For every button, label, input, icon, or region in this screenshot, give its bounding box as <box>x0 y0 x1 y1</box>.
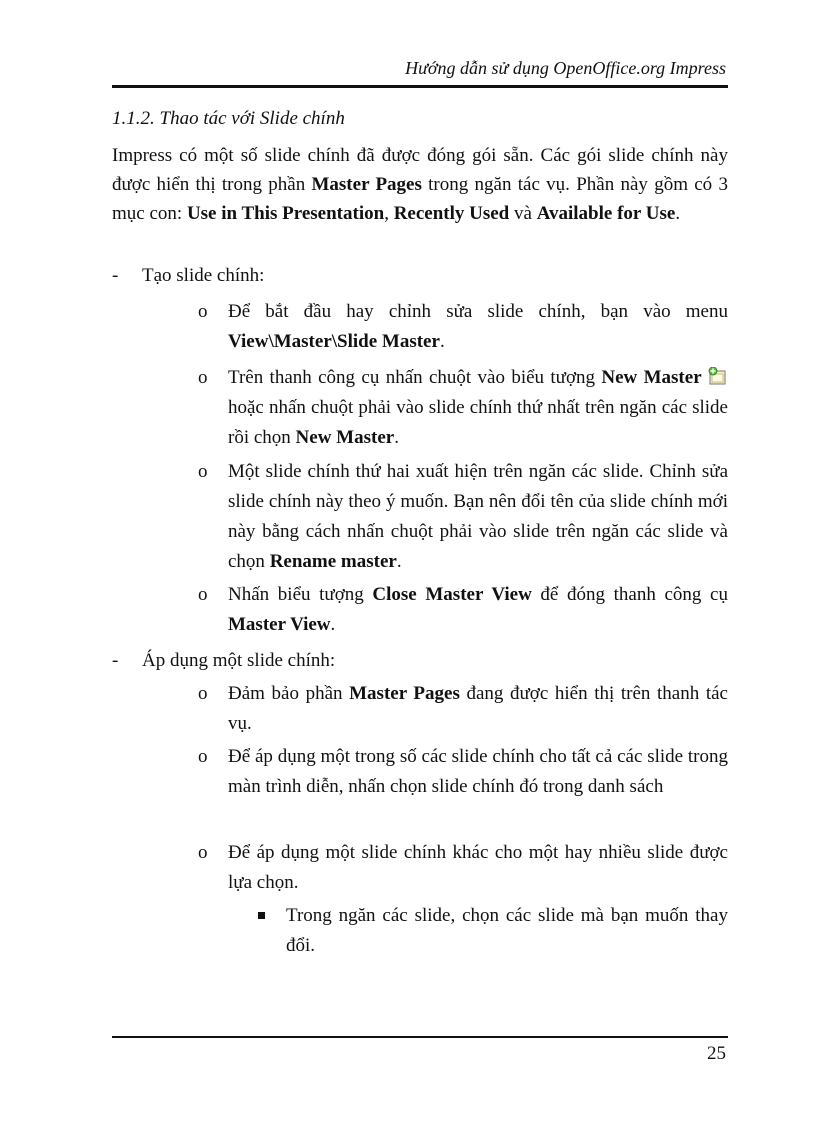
apply-item-3: o Để áp dụng một slide chính khác cho một hay nhiều slide được lựa chọn. <box>198 838 728 898</box>
footer-rule <box>112 1036 728 1038</box>
circle-bullet: o <box>198 301 208 322</box>
apply-heading: - Áp dụng một slide chính: <box>112 646 335 675</box>
header-title: Hướng dẫn sử dụng OpenOffice.org Impress <box>405 58 726 78</box>
dash-marker: - <box>112 650 119 671</box>
circle-bullet: o <box>198 461 208 482</box>
circle-bullet: o <box>198 746 208 767</box>
new-master-icon <box>708 365 728 383</box>
create-item-4: o Nhấn biểu tượng Close Master View để đóng thanh công cụ Master View. <box>198 580 728 640</box>
create-heading: - Tạo slide chính: <box>112 261 264 290</box>
dash-marker: - <box>112 265 119 286</box>
create-item-3: o Một slide chính thứ hai xuất hiện trên ngăn các slide. Chỉnh sửa slide chính này theo ý muốn. Bạn nên đổi tên của slide chính mới này bằng cách nhấn chuột phải vào slide trên ngăn các slide và chọn Rename master. <box>198 457 728 577</box>
circle-bullet: o <box>198 683 208 704</box>
create-item-2: o Trên thanh công cụ nhấn chuột vào biểu tượng New Master hoặc nhấn chuột phải vào slide chính thứ nhất trên ngăn các slide rồi chọn New Master. <box>198 363 728 453</box>
circle-bullet: o <box>198 842 208 863</box>
intro-paragraph: Impress có một số slide chính đã được đóng gói sẵn. Các gói slide chính này được hiển thị trong phần Master Pages trong ngăn tác vụ. Phần này gồm có 3 mục con: Use in This Presentation, Recently Used và Available for Use. <box>112 145 728 224</box>
section-title: 1.1.2. Thao tác với Slide chính <box>112 108 345 129</box>
circle-bullet: o <box>198 584 208 605</box>
page-number: 25 <box>707 1043 726 1064</box>
header-rule <box>112 85 728 88</box>
apply-item-2: o Để áp dụng một trong số các slide chính cho tất cả các slide trong màn trình diễn, nhấn chọn slide chính đó trong danh sách <box>198 742 728 802</box>
apply-sub-item-1: Trong ngăn các slide, chọn các slide mà bạn muốn thay đổi. <box>258 901 728 961</box>
apply-item-1: o Đảm bảo phần Master Pages đang được hiển thị trên thanh tác vụ. <box>198 679 728 739</box>
circle-bullet: o <box>198 367 208 388</box>
square-bullet <box>258 912 265 919</box>
create-item-1: o Để bắt đầu hay chỉnh sửa slide chính, bạn vào menu View\Master\Slide Master. <box>198 297 728 357</box>
